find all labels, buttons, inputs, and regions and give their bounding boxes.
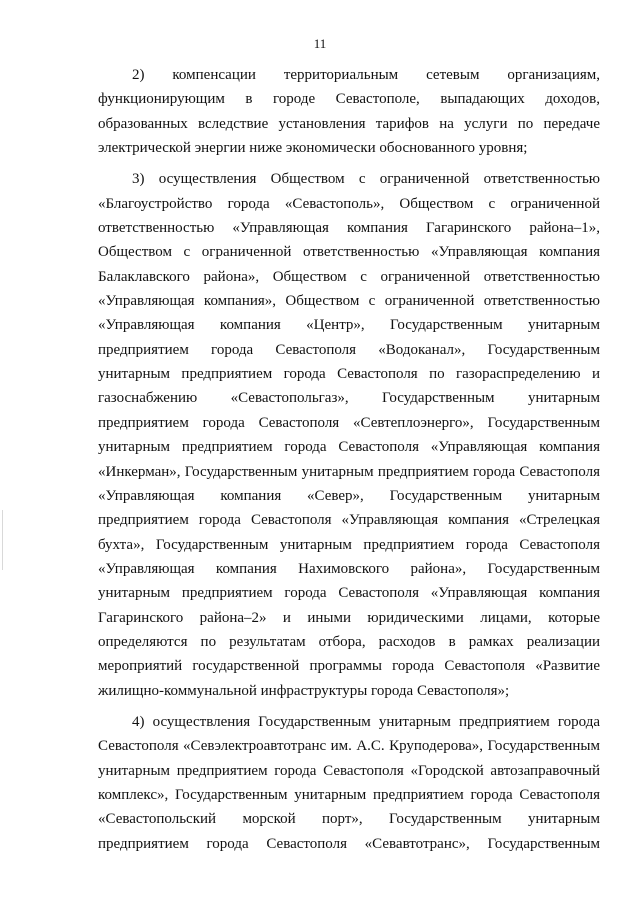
paragraph-item-3 [98, 167, 600, 703]
paragraph-item-2 [98, 63, 600, 160]
scan-margin-mark [2, 510, 3, 570]
text-line: унитарным предприятием города Севастополя по газораспределению и [98, 366, 600, 383]
text-line: ответственностью «Управляющая компания Гагаринского района–1», [98, 220, 600, 237]
text-line: унитарным предприятием города Севастополя «Управляющая компания [98, 585, 600, 602]
text-line: «Управляющая компания «Север», Государственным унитарным [98, 487, 600, 504]
page-number: 11 [313, 36, 327, 51]
text-line: «Управляющая компания», Обществом с ограниченной ответственностью [98, 293, 600, 310]
text-line: определяются по результатам отбора, расходов в рамках реализации [98, 633, 600, 650]
text-line: 4) осуществления Государственным унитарным предприятием города [132, 713, 600, 730]
text-line: «Инкерман», Государственным унитарным предприятием города Севастополя [98, 463, 600, 480]
document-body [98, 63, 600, 856]
text-line: «Управляющая компания «Центр», Государственным унитарным [98, 317, 600, 334]
text-line: «Благоустройство города «Севастополь», Обществом с ограниченной [98, 195, 600, 212]
text-line: Гагаринского района–2» и иными юридическими лицами, которые [98, 609, 600, 626]
text-line: предприятием города Севастополя «Управляющая компания «Стрелецкая [98, 512, 600, 529]
text-line: функционирующим в городе Севастополе, выпадающих доходов, [98, 91, 600, 108]
text-line: предприятием города Севастополя «Севтеплоэнерго», Государственным [98, 414, 600, 431]
text-line: унитарным предприятием города Севастополя «Управляющая компания [98, 439, 600, 456]
text-line: 2) компенсации территориальным сетевым организациям, [132, 67, 600, 83]
text-line: жилищно-коммунальной инфраструктуры города Севастополя»; [98, 682, 510, 699]
text-line: «Управляющая компания Нахимовского района», Государственным [98, 560, 600, 577]
text-line: Севастополя «Севэлектроавтотранс им. А.С. Круподерова», Государственным [98, 738, 600, 755]
text-line: электрической энергии ниже экономически обоснованного уровня; [98, 140, 528, 157]
text-line: бухта», Государственным унитарным предприятием города Севастополя [98, 536, 600, 553]
text-line: предприятием города Севастополя «Севавтотранс», Государственным [98, 835, 600, 852]
text-line: комплекс», Государственным унитарным предприятием города Севастополя [98, 786, 600, 803]
paragraph-item-4 [98, 710, 600, 856]
text-line: предприятием города Севастополя «Водоканал», Государственным [98, 341, 600, 358]
text-line: 3) осуществления Обществом с ограниченной ответственностью [132, 171, 600, 188]
text-line: газоснабжению «Севастопольгаз», Государственным унитарным [98, 390, 600, 407]
text-line: унитарным предприятием города Севастополя «Городской автозаправочный [98, 762, 600, 779]
text-line: мероприятий государственной программы города Севастополя «Развитие [98, 658, 600, 675]
text-line: Балаклавского района», Обществом с ограниченной ответственностью [98, 268, 600, 285]
text-line: образованных вследствие установления тарифов на услуги по передаче [98, 115, 600, 132]
text-line: «Севастопольский морской порт», Государственным унитарным [98, 811, 600, 828]
text-line: Обществом с ограниченной ответственностью «Управляющая компания [98, 244, 600, 261]
